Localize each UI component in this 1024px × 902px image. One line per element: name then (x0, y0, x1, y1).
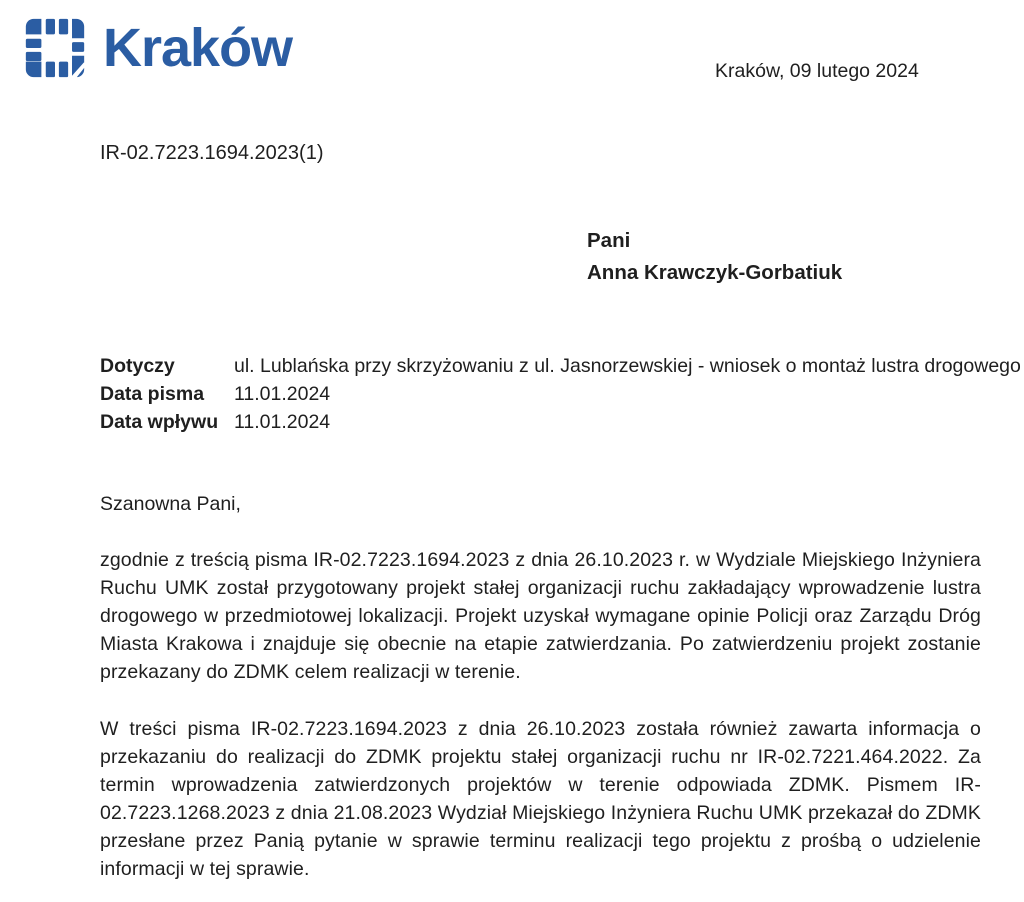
meta-value: 11.01.2024 (234, 383, 331, 405)
krakow-logo-icon (20, 13, 90, 83)
recipient-title: Pani (587, 229, 631, 252)
salutation: Szanowna Pani, (100, 493, 241, 515)
meta-row-letter-date (100, 380, 990, 408)
krakow-logo (20, 13, 292, 83)
recipient-name: Anna Krawczyk-Gorbatiuk (587, 261, 843, 284)
krakow-logo-wordmark: Kraków (103, 18, 293, 78)
meta-row-subject (100, 352, 1021, 380)
recipient-block (587, 225, 842, 289)
letter-meta (100, 352, 1021, 436)
meta-label: Data wpływu (100, 411, 219, 433)
meta-label: Data pisma (100, 383, 205, 405)
letter-date: Kraków, 09 lutego 2024 (715, 60, 919, 82)
meta-value: ul. Lublańska przy skrzyżowaniu z ul. Jasnorzewskiej - wniosek o montaż lustra drogowego (234, 355, 1021, 377)
meta-value: 11.01.2024 (234, 411, 331, 433)
reference-number: IR-02.7223.1694.2023(1) (100, 142, 324, 164)
body-paragraph: W treści pisma IR-02.7223.1694.2023 z dnia 26.10.2023 została również zawarta informacja o przekazaniu do realizacji do ZDMK projektu stałej organizacji ruchu nr IR-02.7221.464.2022. Za termin wprowadzenia zatwierdzonych projektów w terenie odpowiada ZDMK. Pismem IR-02.7223.1268.2023 z dnia 21.08.2023 Wydział Miejskiego Inżyniera Ruchu UMK przekazał do ZDMK przesłane przez Panią pytanie w sprawie terminu realizacji tego projektu z prośbą o udzielenie informacji w tej sprawie. (100, 718, 981, 880)
body-paragraph: zgodnie z treścią pisma IR-02.7223.1694.2023 z dnia 26.10.2023 r. w Wydziale Miejskiego Inżyniera Ruchu UMK został przygotowany projekt stałej organizacji ruchu zakładający wprowadzenie lustra drogowego w przedmiotowej lokalizacji. Projekt uzyskał wymagane opinie Policji oraz Zarządu Dróg Miasta Krakowa i znajduje się obecnie na etapie zatwierdzania. Po zatwierdzeniu projekt zostanie przekazany do ZDMK celem realizacji w terenie. (100, 549, 981, 683)
meta-row-received-date (100, 408, 990, 436)
meta-label: Dotyczy (100, 355, 175, 377)
